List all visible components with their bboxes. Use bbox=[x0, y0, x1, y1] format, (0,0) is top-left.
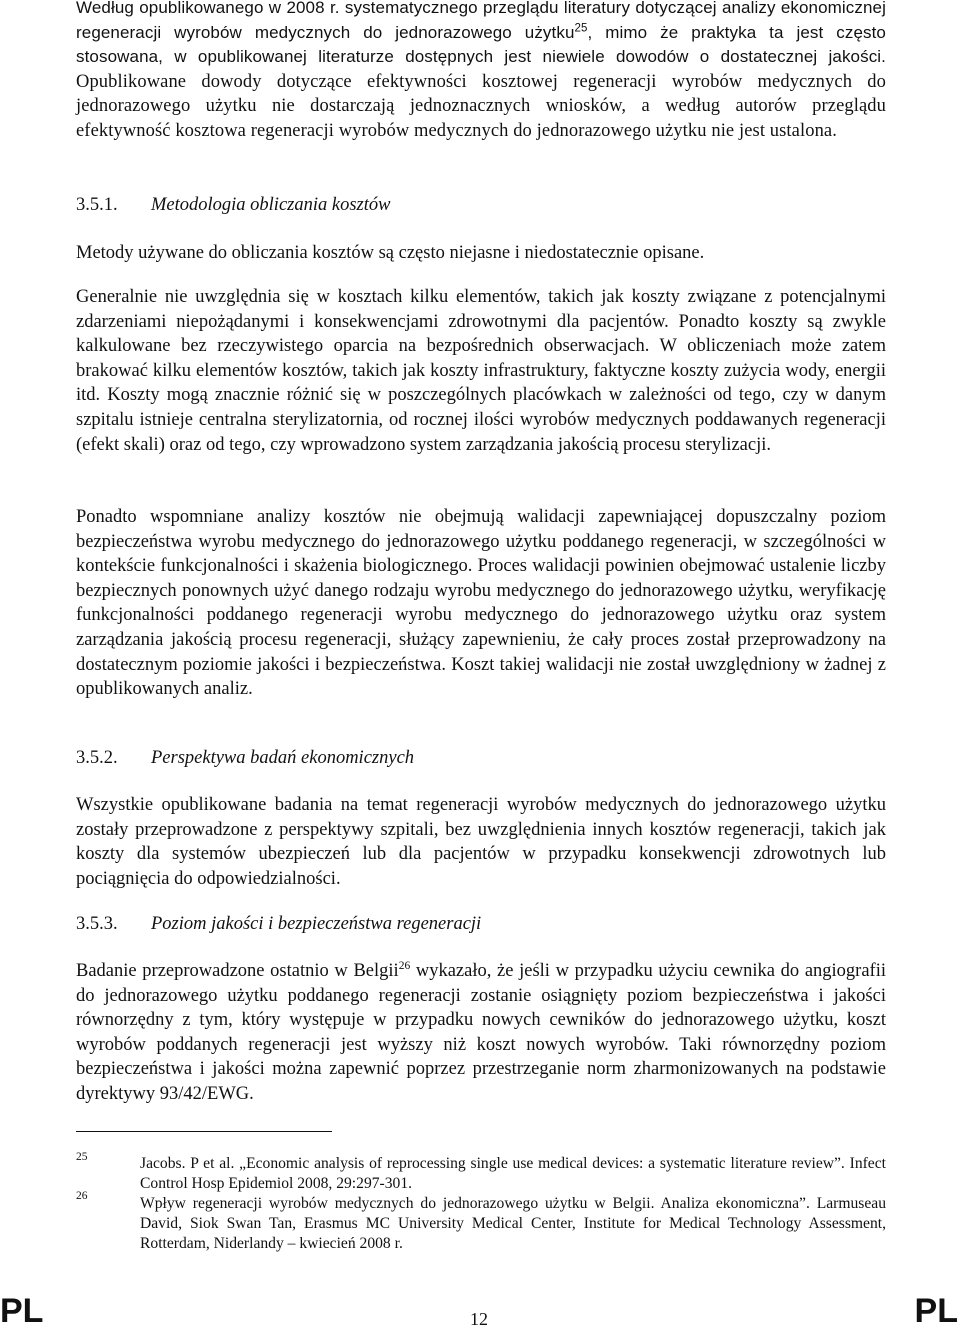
footnote-separator bbox=[76, 1131, 332, 1132]
paragraph-belgium-study bbox=[76, 959, 886, 1107]
paragraph-intro-text-a: Według opublikowanego w 2008 r. systematycznego przeglądu literatury dotyczącej analizy ekonomicznej regeneracji wyrobów medycznych do jednorazowego użytku bbox=[76, 0, 886, 42]
section-number: 3.5.1. bbox=[76, 195, 118, 215]
section-title: Perspektywa badań ekonomicznych bbox=[151, 748, 415, 768]
page-number: 12 bbox=[470, 1309, 488, 1329]
footnote-ref-25[interactable]: 25 bbox=[574, 21, 588, 34]
paragraph-intro-text-c: Opublikowane dowody dotyczące efektywności kosztowej regeneracji wyrobów medycznych do jednorazowego użytku nie dostarczają jednoznacznych wniosków, a według autorów przeglądu efektywność kosztowa regeneracji wyrobów medycznych do jednorazowego użytku nie jest ustalona. bbox=[76, 71, 886, 141]
footer-language-left: PL bbox=[0, 1292, 44, 1330]
paragraph-intro bbox=[76, 0, 886, 144]
section-title: Poziom jakości i bezpieczeństwa regeneracji bbox=[151, 914, 482, 934]
footnote-mark-26: 26 bbox=[76, 1190, 88, 1202]
paragraph-belgium-text-a: Badanie przeprowadzone ostatnio w Belgii bbox=[76, 961, 399, 981]
section-number: 3.5.3. bbox=[76, 914, 118, 934]
section-heading-3-5-1 bbox=[76, 193, 886, 217]
footnote-26: Wpływ regeneracji wyrobów medycznych do jednorazowego użytku w Belgii. Analiza ekonomiczna”. Larmuseau David, Siok Swan Tan, Erasmus MC University Medical Center, Institute for Medical Technology Assessment, Rotterdam, Niderlandy – kwiecień 2008 r. bbox=[140, 1195, 886, 1252]
section-heading-3-5-3 bbox=[76, 912, 886, 936]
section-number: 3.5.2. bbox=[76, 748, 118, 768]
paragraph-validation: Ponadto wspomniane analizy kosztów nie obejmują walidacji zapewniającej dopuszczalny poziom bezpieczeństwa wyrobu medycznego do jednorazowego użytku poddanego regeneracji, w szczególności w kontekście funkcjonalności i skażenia biologicznego. Proces walidacji powinien obejmować ustalenie liczby bezpiecznych ponownych użyć danego rodzaju wyrobu medycznego do jednorazowego użytku, weryfikację funkcjonalności poddanego regeneracji wyrobu medycznego do jednorazowego użytku oraz system zarządzania jakością procesu regeneracji, służący zapewnieniu, że cały proces został przeprowadzony na dostatecznym poziomie jakości i bezpieczeństwa. Koszt takiej walidacji nie został uwzględniony w żadnej z opublikowanych analiz. bbox=[76, 507, 886, 700]
footer-language-right: PL bbox=[914, 1292, 958, 1330]
section-heading-3-5-2 bbox=[76, 746, 886, 770]
paragraph-intro-text-b: , mimo że praktyka ta jest często stosowana, w opublikowanej literaturze dostępnych jest niewiele dowodów o dostatecznej jakości. bbox=[76, 22, 886, 67]
paragraph-cost-elements: Generalnie nie uwzględnia się w kosztach kilku elementów, takich jak koszty związane z potencjalnymi zdarzeniami niepożądanymi i konsekwencjami zdrowotnymi dla pacjentów. Ponadto koszty są zwykle kalkulowane bez rzeczywistego oparcia na bezpośrednich obserwacjach. W obliczeniach może zatem brakować kilku elementów kosztów, takich jak koszty infrastruktury, faktyczne koszty zużycia wody, energii itd. Koszty mogą znacznie różnić się w poszczególnych placówkach w zależności od tego, czy w danym szpitalu istnieje centralna sterylizatornia, od rocznej ilości wyrobów medycznych poddawanych regeneracji (efekt skali) oraz od tego, czy wprowadzono system zarządzania jakością procesu sterylizacji. bbox=[76, 287, 886, 455]
footnote-mark-25: 25 bbox=[76, 1151, 88, 1163]
section-title: Metodologia obliczania kosztów bbox=[151, 195, 391, 215]
paragraph-methods: Metody używane do obliczania kosztów są często niejasne i niedostatecznie opisane. bbox=[76, 243, 705, 263]
paragraph-belgium-text-b: wykazało, że jeśli w przypadku użyciu cewnika do angiografii do jednorazowego użytku poddanego regeneracji zostanie osiągnięty poziom bezpieczeństwa i jakości równorzędny z tym, który występuje w przypadku nowych cewników do jednorazowego użytku, koszt wyrobów poddanych regeneracji jest wyższy niż koszt nowych wyrobów. Taki równorzędny poziom bezpieczeństwa i jakości można zapewnić poprzez przestrzeganie norm zharmonizowanych na podstawie dyrektywy 93/42/EWG. bbox=[76, 961, 886, 1104]
footnote-ref-26[interactable]: 26 bbox=[398, 959, 411, 972]
footnote-25: Jacobs. P et al. „Economic analysis of reprocessing single use medical devices: a systematic literature review”. Infect Control Hosp Epidemiol 2008, 29:297-301. bbox=[140, 1155, 886, 1192]
paragraph-perspective: Wszystkie opublikowane badania na temat regeneracji wyrobów medycznych do jednorazowego użytku zostały przeprowadzone z perspektywy szpitali, bez uwzględnienia innych kosztów regeneracji, takich jak koszty dla systemów ubezpieczeń lub dla pacjentów w przypadku konsekwencji zdrowotnych lub pociągnięcia do odpowiedzialności. bbox=[76, 795, 886, 889]
